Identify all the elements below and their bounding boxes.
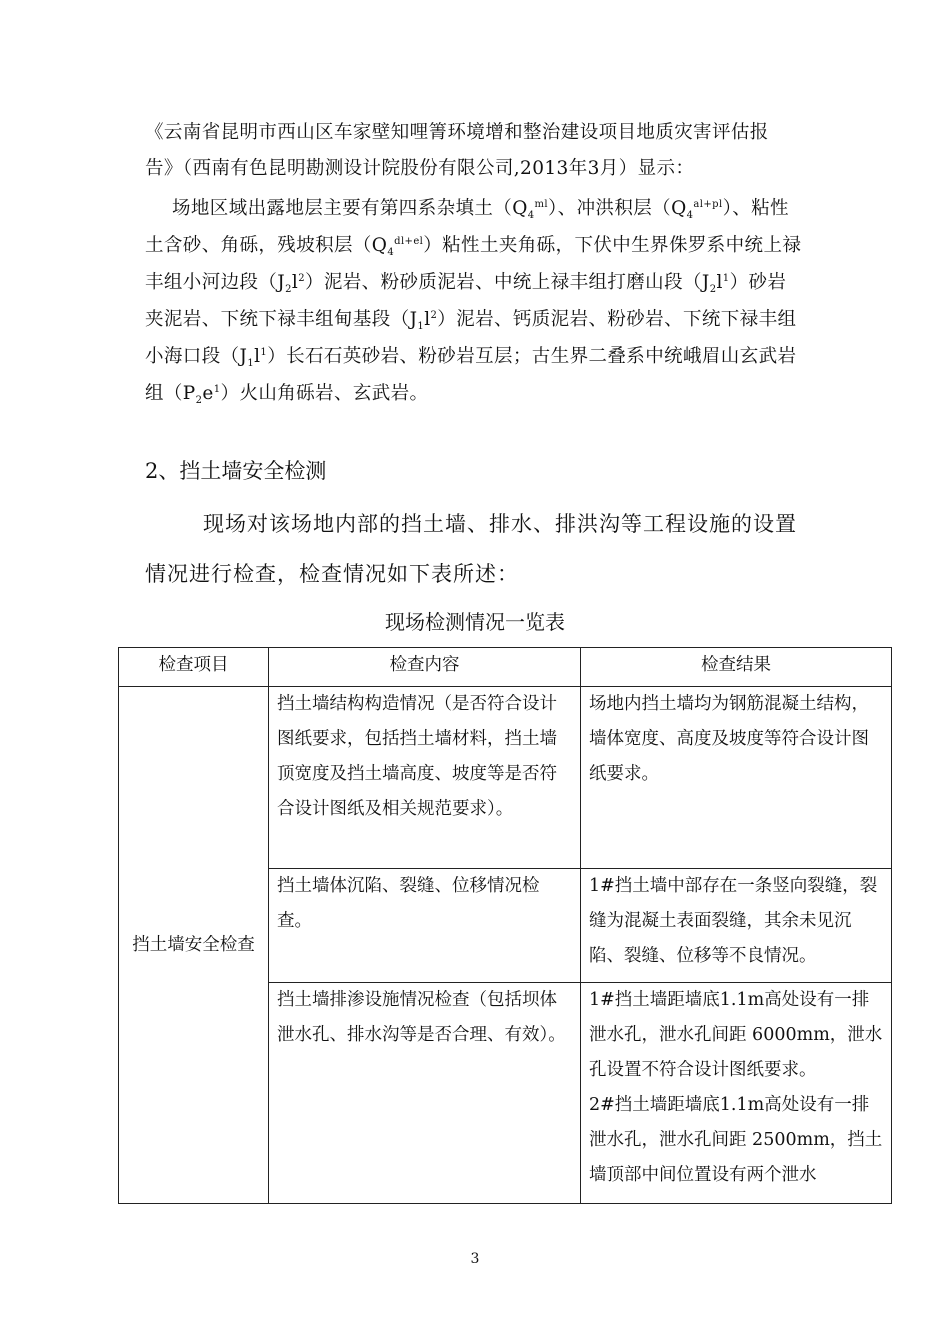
header-content: 检查内容 bbox=[269, 648, 581, 687]
table-caption: 现场检测情况一览表 bbox=[385, 610, 565, 634]
inspection-table bbox=[118, 647, 892, 1204]
header-result: 检查结果 bbox=[581, 648, 892, 687]
geology-line-6: 组$(P_2e^1)$火山角砾岩、玄武岩。 bbox=[145, 383, 429, 406]
result-para-2: 2#挡土墙距墙底1.1m高处设有一排泄水孔，泄水孔间距 2500mm，挡土墙顶部中间位置设有两个泄水 bbox=[589, 1095, 883, 1185]
result-cell bbox=[581, 983, 892, 1204]
geology-line-4: 夹泥岩、下统下禄丰组甸基段$(J_1l^2)$泥岩、钙质泥岩、粉砂岩、下统下禄丰组 bbox=[145, 309, 797, 332]
header-item: 检查项目 bbox=[119, 648, 269, 687]
table-header-row bbox=[119, 648, 892, 687]
geology-line-3: 丰组小河边段$(J_2l^2)$泥岩、粉砂质泥岩、中统上禄丰组打磨山段$(J_2l^1)$砂岩 bbox=[145, 272, 787, 295]
result-para-1: 1#挡土墙距墙底1.1m高处设有一排泄水孔，泄水孔间距 6000mm，泄水孔设置不符合设计图纸要求。 bbox=[589, 990, 883, 1080]
check-item-cell: 挡土墙安全检查 bbox=[119, 687, 269, 1204]
section-para-line-1: 现场对该场地内部的挡土墙、排水、排洪沟等工程设施的设置 bbox=[203, 512, 797, 536]
content-cell: 挡土墙体沉陷、裂缝、位移情况检查。 bbox=[269, 869, 581, 983]
section-para-line-2: 情况进行检查，检查情况如下表所述： bbox=[145, 562, 519, 586]
table-row bbox=[119, 687, 892, 869]
content-cell: 挡土墙排渗设施情况检查（包括坝体泄水孔、排水沟等是否合理、有效）。 bbox=[269, 983, 581, 1204]
geology-line-5: 小海口段$(J_1l^1)$长石石英砂岩、粉砂岩互层；古生界二叠系中统峨眉山玄武岩 bbox=[145, 346, 797, 369]
intro-line-2: 告》（西南有色昆明勘测设计院股份有限公司,2013年3月）显示： bbox=[145, 158, 695, 179]
content-cell: 挡土墙结构构造情况（是否符合设计图纸要求，包括挡土墙材料，挡土墙顶宽度及挡土墙高度、坡度等是否符合设计图纸及相关规范要求）。 bbox=[269, 687, 581, 869]
section-heading: 2、挡土墙安全检测 bbox=[145, 459, 327, 483]
intro-line-1: 《云南省昆明市西山区车家壁知哩箐环境增和整治建设项目地质灾害评估报 bbox=[145, 122, 769, 143]
page-number: 3 bbox=[470, 1251, 480, 1267]
result-cell: 场地内挡土墙均为钢筋混凝土结构，墙体宽度、高度及坡度等符合设计图纸要求。 bbox=[581, 687, 892, 869]
geology-line-1: 场地区域出露地层主要有第四系杂填土$(Q_4^{ml})$、冲洪积层$(Q_4^{al+pl})$、粘性 bbox=[172, 198, 789, 221]
result-cell: 1#挡土墙中部存在一条竖向裂缝，裂缝为混凝土表面裂缝，其余未见沉陷、裂缝、位移等不良情况。 bbox=[581, 869, 892, 983]
geology-line-2: 土含砂、角砾，残坡积层$(Q_4^{dl+el})$粘性土夹角砾，下伏中生界侏罗系中统上禄 bbox=[145, 235, 802, 258]
